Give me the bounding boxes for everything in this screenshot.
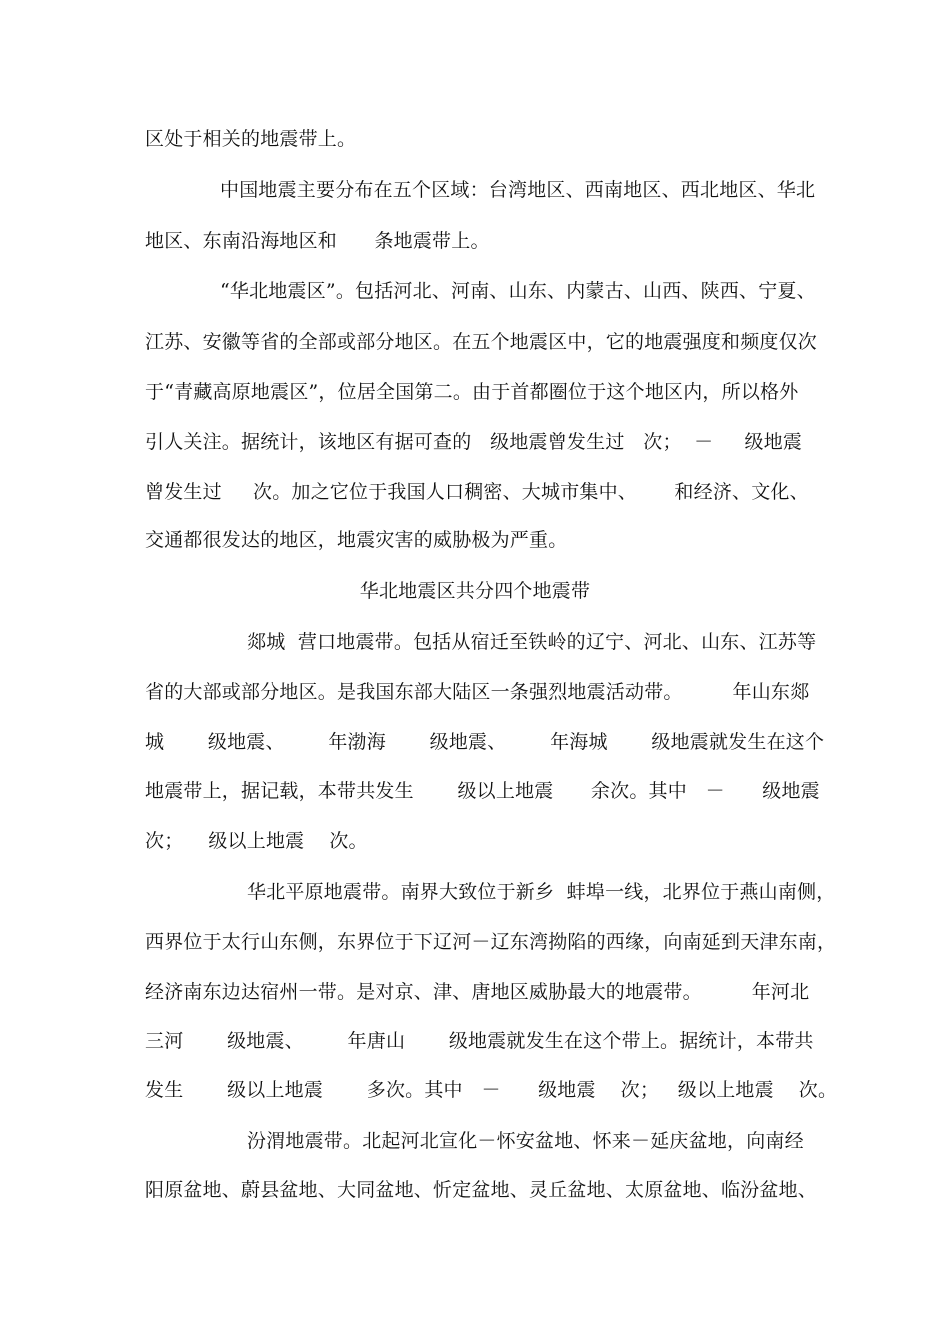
paragraph-line: 省的大部或部分地区。是我国东部大陆区一条强烈地震活动带。 年山东郯	[145, 681, 810, 703]
paragraph-line: 引人关注。据统计，该地区有据可查的 级地震曾发生过 次； － 级地震	[145, 431, 803, 453]
paragraph-line: 郯城 营口地震带。包括从宿迁至铁岭的辽宁、河北、山东、江苏等	[247, 631, 817, 653]
section-title: 华北地震区共分四个地震带	[359, 580, 591, 602]
paragraph-line: 曾发生过 次。加之它位于我国人口稠密、大城市集中、 和经济、文化、	[145, 481, 809, 503]
paragraph-line: “华北地震区”。包括河北、河南、山东、内蒙古、山西、陕西、宁夏、	[220, 280, 816, 302]
paragraph-line: 阳原盆地、蔚县盆地、大同盆地、忻定盆地、灵丘盆地、太原盆地、临汾盆地、	[145, 1179, 818, 1201]
paragraph-line: 交通都很发达的地区，地震灾害的威胁极为严重。	[145, 529, 568, 551]
paragraph-line: 西界位于太行山东侧，东界位于下辽河－辽东湾拗陷的西缘，向南延到天津东南，	[145, 931, 837, 953]
paragraph-line: 经济南东边达宿州一带。是对京、津、唐地区威胁最大的地震带。 年河北	[145, 981, 810, 1003]
paragraph-line: 于“青藏高原地震区”，位居全国第二。由于首都圈位于这个地区内，所以格外	[145, 381, 799, 403]
paragraph-line: 区处于相关的地震带上。	[145, 128, 357, 150]
paragraph-line: 中国地震主要分布在五个区域：台湾地区、西南地区、西北地区、华北	[220, 179, 816, 201]
paragraph-line: 江苏、安徽等省的全部或部分地区。在五个地震区中，它的地震强度和频度仅次	[145, 331, 818, 353]
paragraph-line: 三河 级地震、 年唐山 级地震就发生在这个带上。据统计，本带共	[145, 1030, 814, 1052]
paragraph-line: 汾渭地震带。北起河北宣化－怀安盆地、怀来－延庆盆地，向南经	[247, 1130, 804, 1152]
paragraph-line: 城 级地震、 年渤海 级地震、 年海城 级地震就发生在这个	[145, 731, 825, 753]
paragraph-line: 次； 级以上地震 次。	[145, 830, 368, 852]
paragraph-line: 地震带上，据记载，本带共发生 级以上地震 余次。其中 － 级地震	[145, 780, 820, 802]
paragraph-line: 华北平原地震带。南界大致位于新乡 蚌埠一线，北界位于燕山南侧，	[247, 881, 836, 903]
paragraph-line: 发生 级以上地震 多次。其中 － 级地震 次； 级以上地震 次。	[145, 1079, 838, 1101]
paragraph-line: 地区、东南沿海地区和 条地震带上。	[145, 230, 490, 252]
